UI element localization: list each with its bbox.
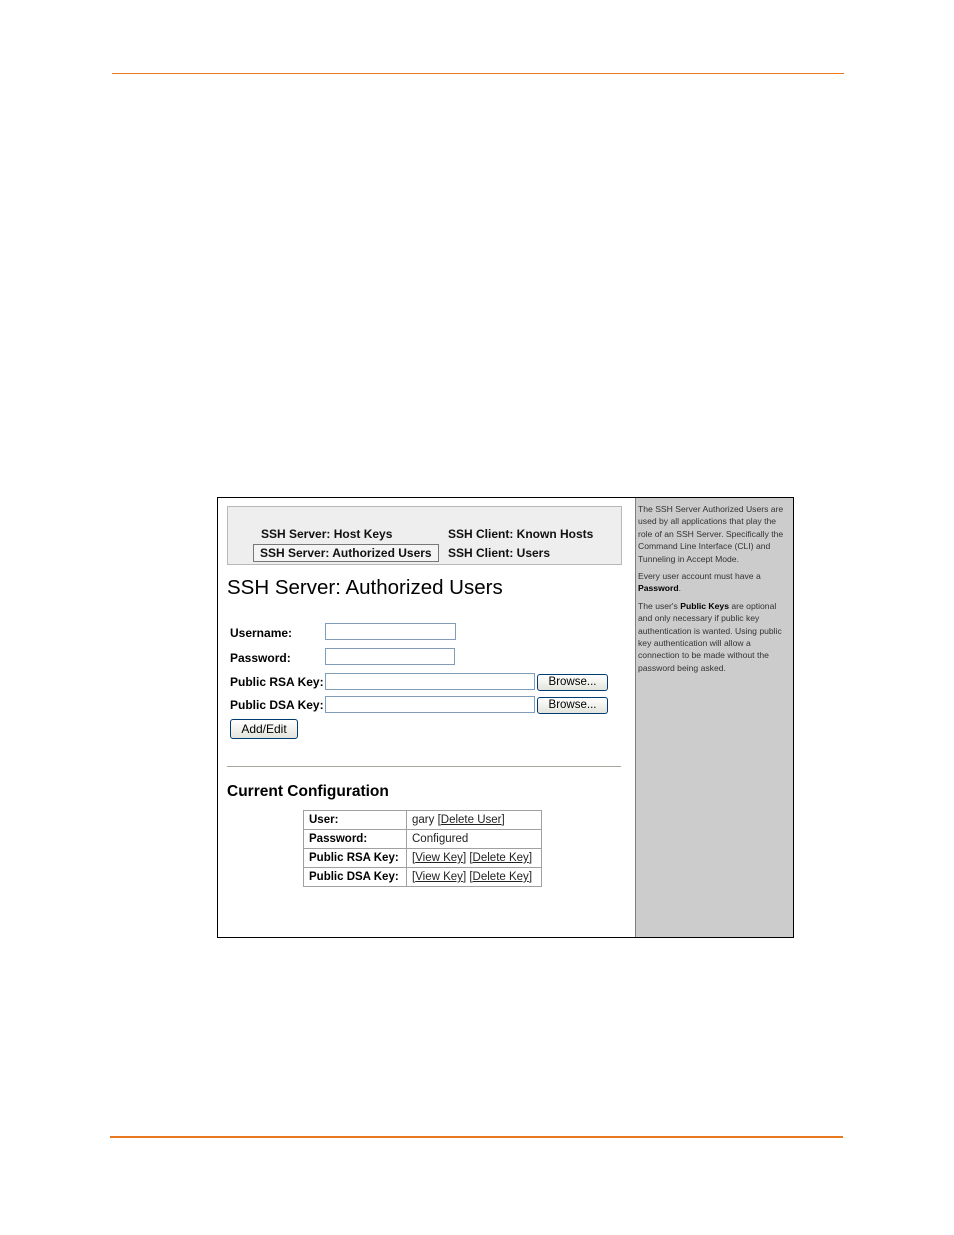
nav-ssh-client-known-hosts[interactable]: SSH Client: Known Hosts bbox=[448, 527, 594, 541]
table-row bbox=[304, 811, 542, 830]
rsa-key-cell: Public RSA Key: bbox=[304, 849, 407, 868]
user-value-cell bbox=[407, 811, 542, 830]
ssh-authorized-users-screenshot bbox=[217, 497, 794, 938]
rsa-actions-cell bbox=[407, 849, 542, 868]
help-bold-text: Password bbox=[638, 583, 679, 594]
table-row bbox=[304, 868, 542, 887]
user-name: gary bbox=[412, 814, 435, 826]
nav-ssh-server-authorized-users[interactable]: SSH Server: Authorized Users bbox=[253, 544, 439, 562]
help-panel bbox=[635, 498, 793, 937]
bracket: [ bbox=[469, 871, 473, 883]
add-edit-button[interactable]: Add/Edit bbox=[230, 719, 298, 739]
help-text: . bbox=[678, 583, 681, 594]
current-configuration-heading: Current Configuration bbox=[227, 783, 389, 800]
password-status: Configured bbox=[407, 830, 542, 849]
public-rsa-key-label: Public RSA Key: bbox=[230, 675, 324, 689]
help-text: are optional and only necessary if public key authentication is wanted. Using public key authentication will allow a connection to be made without the password being asked. bbox=[638, 600, 782, 673]
username-input[interactable] bbox=[325, 623, 456, 640]
bracket: ] bbox=[462, 871, 467, 883]
page-title: SSH Server: Authorized Users bbox=[227, 576, 503, 599]
public-dsa-key-input[interactable] bbox=[325, 696, 535, 713]
bracket: [ bbox=[469, 852, 473, 864]
header-rule bbox=[112, 73, 844, 74]
current-configuration-table bbox=[303, 810, 542, 887]
dsa-actions-cell bbox=[407, 868, 542, 887]
main-panel bbox=[218, 498, 635, 937]
help-text: The user's bbox=[638, 600, 678, 611]
dsa-browse-button[interactable]: Browse... bbox=[537, 697, 608, 714]
footer-rule bbox=[110, 1136, 843, 1138]
view-rsa-key-link[interactable]: View Key bbox=[415, 852, 463, 864]
password-input[interactable] bbox=[325, 648, 455, 665]
password-key-cell: Password: bbox=[304, 830, 407, 849]
help-paragraph bbox=[638, 570, 791, 595]
delete-rsa-key-link[interactable]: Delete Key bbox=[472, 852, 529, 864]
username-label: Username: bbox=[230, 626, 293, 640]
help-paragraph: The SSH Server Authorized Users are used by all applications that play the role of an SSH Server. Specifically the Command Line Interface (CLI) and Tunneling in Accept Mode. bbox=[638, 504, 784, 564]
section-divider bbox=[227, 766, 621, 767]
bracket: [ bbox=[412, 852, 416, 864]
view-dsa-key-link[interactable]: View Key bbox=[415, 871, 463, 883]
ssh-nav-box bbox=[227, 506, 622, 565]
help-text: Every user account must have a bbox=[638, 571, 761, 582]
dsa-key-cell: Public DSA Key: bbox=[304, 868, 407, 887]
nav-ssh-client-users[interactable]: SSH Client: Users bbox=[448, 546, 551, 560]
bracket: ] bbox=[501, 814, 505, 826]
public-rsa-key-input[interactable] bbox=[325, 673, 535, 690]
user-key-cell: User: bbox=[304, 811, 407, 830]
nav-ssh-server-host-keys[interactable]: SSH Server: Host Keys bbox=[261, 527, 393, 541]
table-row bbox=[304, 830, 542, 849]
delete-user-link[interactable]: Delete User bbox=[440, 814, 502, 826]
bracket: [ bbox=[437, 814, 441, 826]
public-dsa-key-label: Public DSA Key: bbox=[230, 698, 324, 712]
table-row bbox=[304, 849, 542, 868]
delete-dsa-key-link[interactable]: Delete Key bbox=[472, 871, 529, 883]
bracket: ] bbox=[462, 852, 467, 864]
password-label: Password: bbox=[230, 651, 291, 665]
bracket: ] bbox=[528, 852, 533, 864]
help-bold-text: Public Keys bbox=[680, 600, 729, 611]
bracket: ] bbox=[528, 871, 533, 883]
bracket: [ bbox=[412, 871, 416, 883]
help-paragraph bbox=[638, 600, 791, 674]
rsa-browse-button[interactable]: Browse... bbox=[537, 674, 608, 691]
